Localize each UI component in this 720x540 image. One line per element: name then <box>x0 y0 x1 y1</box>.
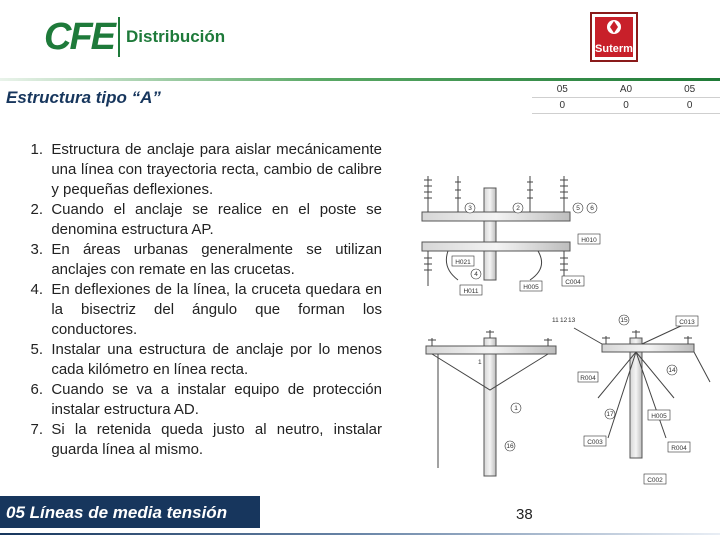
diagram-label: 16 <box>506 443 514 450</box>
code-cell: 0 <box>593 98 660 114</box>
list-text: Si la retenida queda justo al neutro, instalar guarda línea al mismo. <box>51 421 382 458</box>
diagram-label: 14 <box>668 367 676 374</box>
crossarm-lower <box>422 242 570 251</box>
list-number: 7. <box>30 421 43 438</box>
crossarm-bottom-left <box>426 346 556 354</box>
cfe-logo-divider <box>118 17 120 57</box>
list-number: 3. <box>30 241 43 258</box>
diagram-label: 11 <box>552 317 559 324</box>
section-title: 05 Líneas de media tensión <box>6 503 228 522</box>
pole-top <box>484 188 496 280</box>
diagram-label: R004 <box>580 375 596 382</box>
diagram-label: R004 <box>671 445 687 452</box>
code-cell: 0 <box>659 98 720 114</box>
code-table <box>532 82 720 114</box>
cfe-logo-subtitle: Distribución <box>126 27 226 46</box>
diagram-label: C013 <box>679 319 695 326</box>
suterm-logo <box>590 12 638 62</box>
code-cell: A0 <box>593 82 660 98</box>
list-number: 4. <box>30 281 43 298</box>
diagram-label: C002 <box>647 477 663 484</box>
diagram-label: 12 <box>560 317 568 324</box>
diagram-label: 6 <box>590 205 594 212</box>
list-text: En deflexiones de la línea, la cruceta quedara en la bisectriz del ángulo que forman los conductores. <box>51 281 382 338</box>
diagram-label: H011 <box>463 288 479 295</box>
cfe-logo <box>44 14 225 60</box>
list-item <box>10 240 382 280</box>
numbered-list <box>10 140 382 460</box>
code-row <box>532 82 720 98</box>
list-item <box>10 380 382 420</box>
diagram-label: 3 <box>468 205 472 212</box>
diagram-label: C004 <box>565 279 581 286</box>
list-item <box>10 140 382 200</box>
list-text: En áreas urbanas generalmente se utilizan anclajes con remate en las crucetas. <box>51 241 382 278</box>
page-number: 38 <box>516 506 533 523</box>
code-cell: 0 <box>532 98 593 114</box>
list-number: 5. <box>30 341 43 358</box>
list-item <box>10 420 382 460</box>
diagram-label: C003 <box>587 439 603 446</box>
header-divider <box>0 78 720 81</box>
pole-bottom-left <box>484 338 496 476</box>
page-title: Estructura tipo “A” <box>6 88 161 107</box>
list-number: 1. <box>30 141 43 158</box>
list-number: 6. <box>30 381 43 398</box>
diagram-label: 13 <box>568 317 576 324</box>
pole-bottom-right <box>630 338 642 458</box>
diagram-label: 17 <box>606 411 614 418</box>
diagram-label: 1 <box>478 359 482 366</box>
code-cell: 05 <box>659 82 720 98</box>
crossarm-bottom-right <box>602 344 694 352</box>
list-item <box>10 280 382 340</box>
diagram-label: H010 <box>581 237 597 244</box>
code-cell: 05 <box>532 82 593 98</box>
diagram-label: 5 <box>576 205 580 212</box>
footer-divider <box>0 533 720 535</box>
list-text: Cuando el anclaje se realice en el poste se denomina estructura AP. <box>51 201 382 238</box>
crossarm-upper <box>422 212 570 221</box>
list-text: Estructura de anclaje para aislar mecánicamente una línea con trayectoria recta, cambio de calibre y pequeñas deflexiones. <box>51 141 382 198</box>
list-item <box>10 200 382 240</box>
list-text: Instalar una estructura de anclaje por lo menos cada kilómetro en línea recta. <box>51 341 382 378</box>
diagram-label: H021 <box>455 259 471 266</box>
cfe-logo-text: CFE <box>44 15 114 58</box>
list-item <box>10 340 382 380</box>
diagram-label: 2 <box>516 205 520 212</box>
diagram-label: 4 <box>474 271 478 278</box>
pole-structure-diagram <box>418 168 718 500</box>
suterm-logo-text: Suterm <box>595 43 633 55</box>
diagram-label: 1 <box>514 405 518 412</box>
diagram-label: H005 <box>651 413 667 420</box>
diagram-label: 15 <box>620 317 628 324</box>
code-row <box>532 98 720 114</box>
list-text: Cuando se va a instalar equipo de protección instalar estructura AD. <box>51 381 382 418</box>
list-number: 2. <box>30 201 43 218</box>
diagram-label: H005 <box>523 284 539 291</box>
